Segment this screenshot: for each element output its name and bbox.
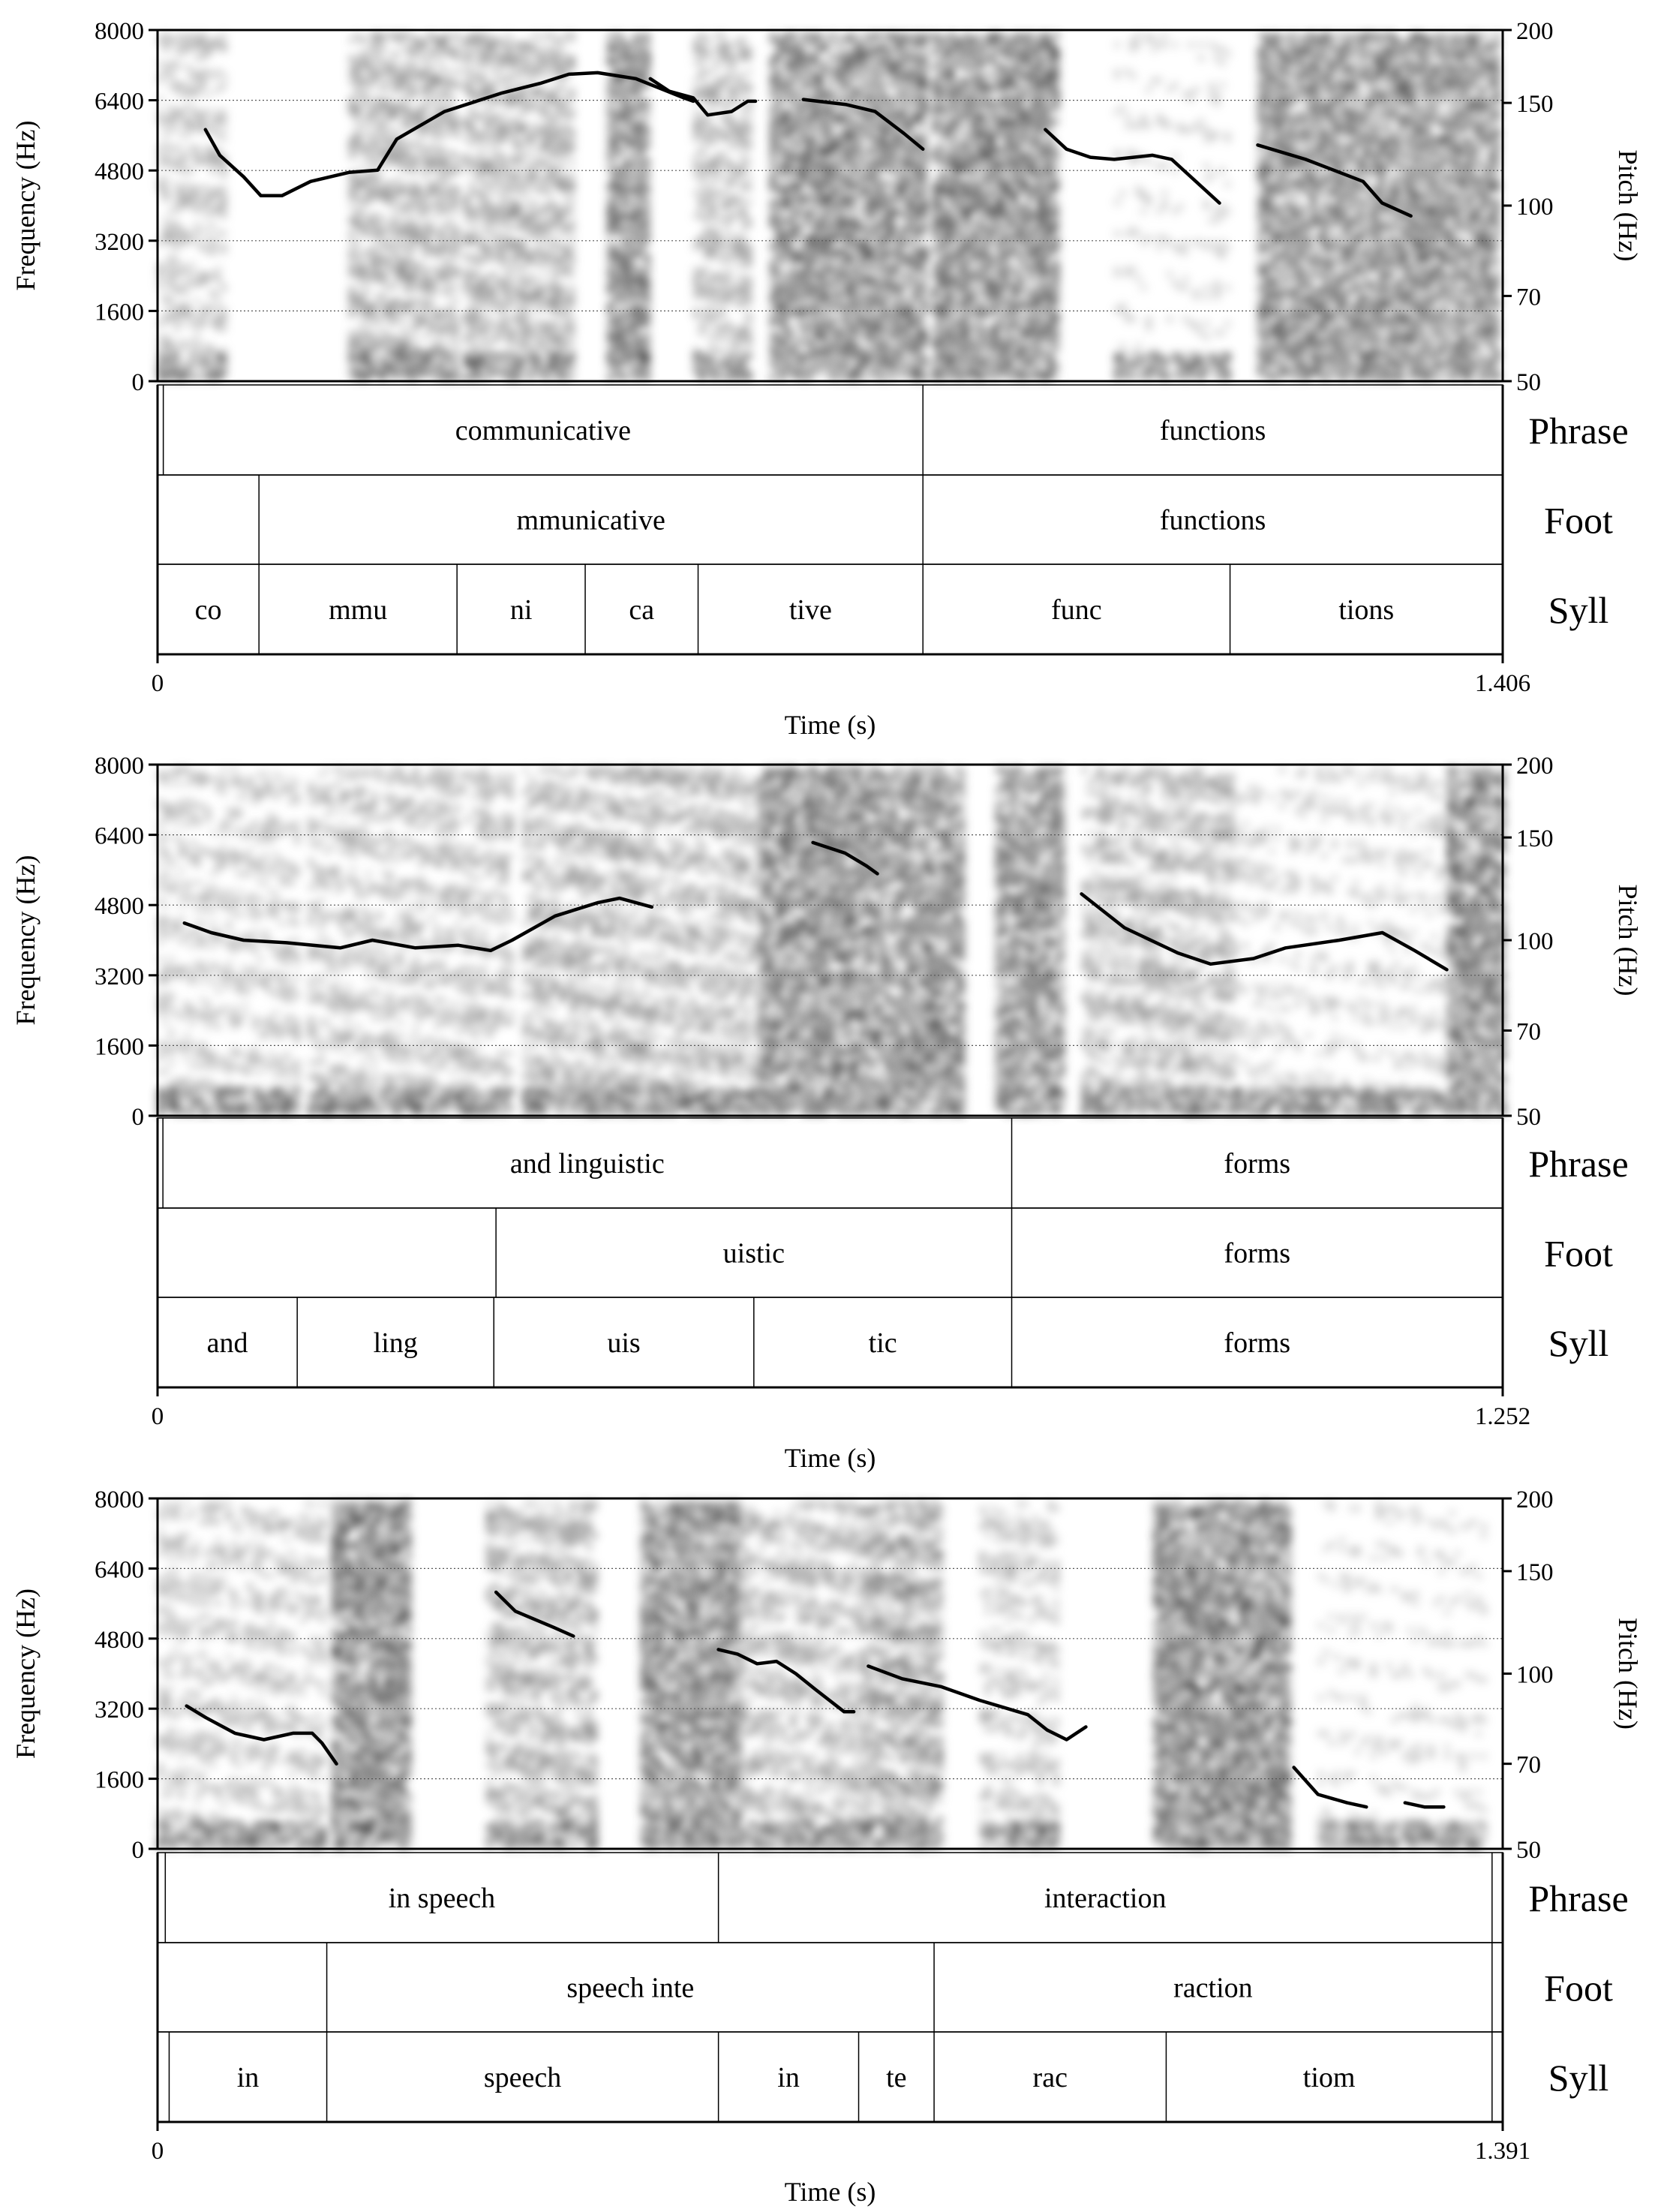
tier-foot bbox=[158, 475, 1503, 564]
pitch-tick-label: 200 bbox=[1516, 18, 1554, 45]
frequency-tick-label: 1600 bbox=[95, 1767, 144, 1794]
spectrogram-image bbox=[158, 33, 1500, 380]
pitch-tick-label: 200 bbox=[1516, 1486, 1554, 1513]
tier-name: Syll bbox=[1548, 589, 1609, 631]
interval-label: functions bbox=[1160, 415, 1266, 446]
pitch-tick-label: 150 bbox=[1516, 1559, 1554, 1586]
pitch-tick-label: 150 bbox=[1516, 825, 1554, 852]
interval-label: co bbox=[195, 594, 222, 626]
tier-foot bbox=[158, 1943, 1503, 2032]
pitch-tick-label: 100 bbox=[1516, 194, 1554, 221]
spectrogram-panel-2 bbox=[11, 753, 1643, 1473]
interval-label: speech bbox=[484, 2062, 561, 2093]
interval-label: forms bbox=[1224, 1238, 1290, 1270]
interval-label: rac bbox=[1033, 2062, 1068, 2093]
frequency-axis-title: Frequency (Hz) bbox=[11, 1588, 41, 1759]
interval-label: func bbox=[1051, 594, 1102, 626]
pitch-axis-title: Pitch (Hz) bbox=[1613, 885, 1643, 996]
interval-label: functions bbox=[1160, 505, 1266, 536]
time-start-label: 0 bbox=[152, 2138, 164, 2165]
pitch-tick-label: 100 bbox=[1516, 1662, 1554, 1689]
pitch-tick-label: 50 bbox=[1516, 1104, 1541, 1131]
interval-label: interaction bbox=[1044, 1883, 1166, 1914]
frequency-tick-label: 1600 bbox=[95, 1033, 144, 1060]
tier-syll bbox=[158, 1297, 1503, 1387]
frequency-tick-label: 0 bbox=[132, 1837, 145, 1864]
interval-label: tiom bbox=[1303, 2062, 1356, 2093]
time-axis-title: Time (s) bbox=[785, 1443, 876, 1473]
tier-syll bbox=[158, 2032, 1503, 2122]
pitch-tick-label: 50 bbox=[1516, 1837, 1541, 1864]
interval-label: and linguistic bbox=[510, 1148, 665, 1180]
time-start-label: 0 bbox=[152, 670, 164, 697]
pitch-tick-label: 100 bbox=[1516, 928, 1554, 955]
interval-label: ni bbox=[510, 594, 533, 626]
tier-name: Foot bbox=[1544, 1967, 1613, 2009]
frequency-tick-label: 1600 bbox=[95, 299, 144, 326]
interval-label: tive bbox=[789, 594, 832, 626]
interval-label: forms bbox=[1224, 1327, 1290, 1359]
tier-name: Foot bbox=[1544, 1233, 1613, 1275]
interval-label: ca bbox=[629, 594, 654, 626]
interval-label: and bbox=[207, 1327, 248, 1359]
interval-label: forms bbox=[1224, 1148, 1290, 1180]
textgrid bbox=[158, 385, 1629, 654]
spectrogram-panel-1 bbox=[11, 18, 1643, 740]
interval-label: mmu bbox=[329, 594, 387, 626]
interval-label: raction bbox=[1173, 1973, 1253, 2004]
frequency-axis-title: Frequency (Hz) bbox=[11, 121, 41, 291]
time-end-label: 1.252 bbox=[1475, 1403, 1530, 1430]
frequency-tick-label: 4800 bbox=[95, 893, 144, 920]
interval-label: tions bbox=[1338, 594, 1394, 626]
tier-foot bbox=[158, 1208, 1503, 1297]
frequency-tick-label: 0 bbox=[132, 1104, 145, 1131]
tier-name: Syll bbox=[1548, 2057, 1609, 2099]
pitch-tick-label: 70 bbox=[1516, 1752, 1541, 1779]
frequency-tick-label: 8000 bbox=[95, 753, 144, 780]
tier-name: Syll bbox=[1548, 1322, 1609, 1364]
pitch-contour bbox=[1405, 1803, 1444, 1808]
frequency-tick-label: 8000 bbox=[95, 1486, 144, 1513]
time-end-label: 1.406 bbox=[1475, 670, 1530, 697]
pitch-axis-title: Pitch (Hz) bbox=[1613, 150, 1643, 262]
tier-phrase bbox=[158, 385, 1503, 475]
tier-phrase bbox=[158, 1118, 1503, 1208]
interval-label: mmunicative bbox=[516, 505, 665, 536]
frequency-tick-label: 0 bbox=[132, 369, 145, 396]
interval-label: te bbox=[886, 2062, 906, 2093]
time-axis-title: Time (s) bbox=[785, 710, 876, 740]
textgrid bbox=[158, 1853, 1629, 2122]
interval-label: uis bbox=[607, 1327, 640, 1359]
frequency-tick-label: 3200 bbox=[95, 963, 144, 990]
pitch-tick-label: 200 bbox=[1516, 753, 1554, 780]
tier-phrase bbox=[158, 1853, 1503, 1943]
frequency-axis-title: Frequency (Hz) bbox=[11, 855, 41, 1026]
tier-name: Foot bbox=[1544, 500, 1613, 542]
frequency-tick-label: 4800 bbox=[95, 1627, 144, 1654]
frequency-tick-label: 8000 bbox=[95, 18, 144, 45]
frequency-tick-label: 3200 bbox=[95, 1697, 144, 1724]
frequency-tick-label: 6400 bbox=[95, 823, 144, 850]
time-end-label: 1.391 bbox=[1475, 2138, 1530, 2165]
frequency-tick-label: 3200 bbox=[95, 229, 144, 256]
pitch-axis-title: Pitch (Hz) bbox=[1613, 1618, 1643, 1730]
interval-label: ling bbox=[374, 1327, 418, 1359]
textgrid bbox=[158, 1118, 1629, 1387]
spectrogram-image bbox=[158, 1501, 1487, 1849]
pitch-tick-label: 70 bbox=[1516, 284, 1541, 311]
pitch-contour bbox=[1045, 130, 1219, 203]
tier-name: Phrase bbox=[1528, 410, 1628, 452]
interval-label: in bbox=[237, 2062, 260, 2093]
spectrogram-image bbox=[158, 768, 1506, 1115]
frequency-tick-label: 4800 bbox=[95, 158, 144, 185]
interval-label: communicative bbox=[455, 415, 631, 446]
pitch-tick-label: 50 bbox=[1516, 369, 1541, 396]
time-start-label: 0 bbox=[152, 1403, 164, 1430]
interval-label: uistic bbox=[723, 1238, 785, 1270]
tier-name: Phrase bbox=[1528, 1143, 1628, 1185]
interval-label: in bbox=[777, 2062, 800, 2093]
tier-name: Phrase bbox=[1528, 1877, 1628, 1919]
pitch-tick-label: 150 bbox=[1516, 91, 1554, 118]
frequency-tick-label: 6400 bbox=[95, 89, 144, 116]
spectrogram-panel-3 bbox=[11, 1486, 1643, 2207]
interval-label: in speech bbox=[389, 1883, 495, 1914]
time-axis-title: Time (s) bbox=[785, 2177, 876, 2207]
interval-label: speech inte bbox=[566, 1973, 694, 2004]
interval-label: tic bbox=[869, 1327, 897, 1359]
frequency-tick-label: 6400 bbox=[95, 1556, 144, 1583]
pitch-tick-label: 70 bbox=[1516, 1018, 1541, 1045]
